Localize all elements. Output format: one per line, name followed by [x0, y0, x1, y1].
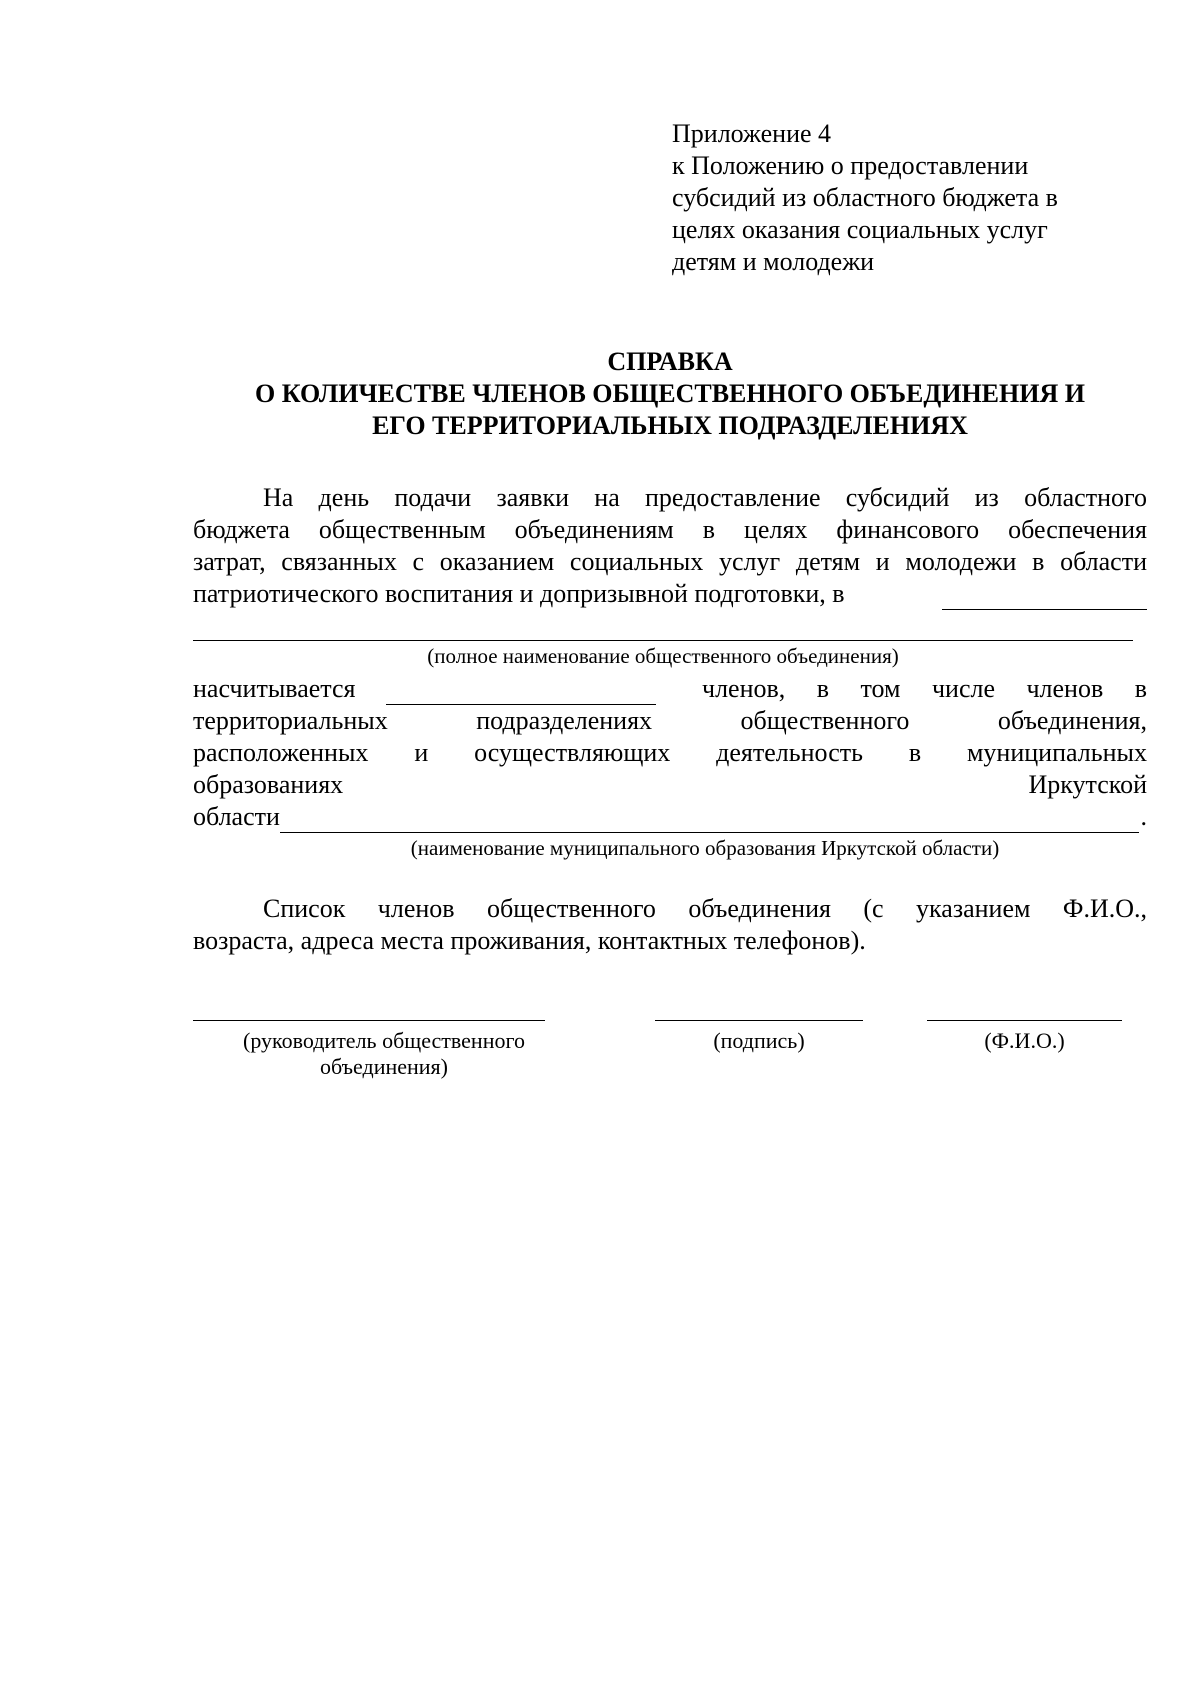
appendix-line: детям и молодежи — [672, 247, 875, 276]
intro-text: На день подачи заявки на предоставление субсидий из областного — [263, 483, 1147, 512]
appendix-line: Приложение 4 — [672, 119, 832, 148]
members-count-field[interactable] — [386, 680, 656, 705]
list-line: возраста, адреса места проживания, контактных телефонов). — [193, 926, 866, 955]
appendix-line: к Положению о предоставлении — [672, 151, 1029, 180]
sign-signature-line[interactable] — [655, 1020, 863, 1021]
head-signature-line[interactable] — [193, 1020, 545, 1021]
date-blank-field[interactable] — [942, 585, 1147, 610]
head-caption-line: объединения) — [320, 1054, 448, 1079]
municipality-field[interactable] — [280, 808, 1139, 833]
intro-text: затрат, связанных с оказанием социальных услуг детям и молодежи в области — [193, 547, 1147, 576]
list-line — [193, 893, 1147, 925]
members-text: насчитывается — [193, 674, 356, 703]
head-caption-line: (руководитель общественного — [243, 1028, 525, 1053]
intro-line — [193, 546, 1147, 578]
appendix-line: целях оказания социальных услуг — [672, 215, 1048, 244]
members-paragraph — [193, 673, 1147, 833]
title-line: О КОЛИЧЕСТВЕ ЧЛЕНОВ ОБЩЕСТВЕННОГО ОБЪЕДИНЕНИЯ И — [255, 379, 1085, 408]
intro-line — [193, 514, 1147, 546]
intro-line — [193, 578, 1147, 610]
appendix-line: субсидий из областного бюджета в — [672, 183, 1058, 212]
intro-text: бюджета общественным объединениям в целях финансового обеспечения — [193, 515, 1147, 544]
members-line: расположенных и осуществляющих деятельность в муниципальных — [193, 738, 1147, 767]
intro-text: патриотического воспитания и допризывной подготовки, в — [193, 579, 845, 608]
municipality-caption: (наименование муниципального образования Иркутской области) — [410, 836, 1000, 860]
org-name-caption: (полное наименование общественного объединения) — [427, 644, 899, 668]
org-name-blank-line[interactable] — [193, 640, 1133, 641]
document-title — [190, 346, 1150, 442]
members-text: образованиях — [193, 770, 344, 799]
list-text: Список членов общественного объединения (с указанием Ф.И.О., — [263, 894, 1147, 923]
members-text: членов, в том числе членов в — [702, 674, 1147, 703]
fio-caption: (Ф.И.О.) — [984, 1028, 1065, 1053]
title-line: СПРАВКА — [607, 347, 733, 376]
members-line: территориальных подразделениях общественного объединения, — [193, 706, 1147, 735]
intro-line — [193, 482, 1147, 514]
appendix-header — [672, 118, 1112, 278]
head-caption — [193, 1028, 575, 1080]
members-line — [193, 769, 1147, 801]
list-paragraph — [193, 893, 1147, 957]
members-line — [193, 673, 1147, 705]
members-text: Иркутской — [1028, 770, 1147, 799]
members-text: области — [193, 802, 280, 831]
intro-paragraph — [193, 482, 1147, 610]
title-line: ЕГО ТЕРРИТОРИАЛЬНЫХ ПОДРАЗДЕЛЕНИЯХ — [372, 411, 968, 440]
members-line — [193, 801, 1147, 833]
members-text-wrap — [656, 673, 1148, 705]
members-text: . — [1140, 802, 1147, 831]
fio-signature-line[interactable] — [927, 1020, 1122, 1021]
sign-caption: (подпись) — [713, 1028, 805, 1053]
